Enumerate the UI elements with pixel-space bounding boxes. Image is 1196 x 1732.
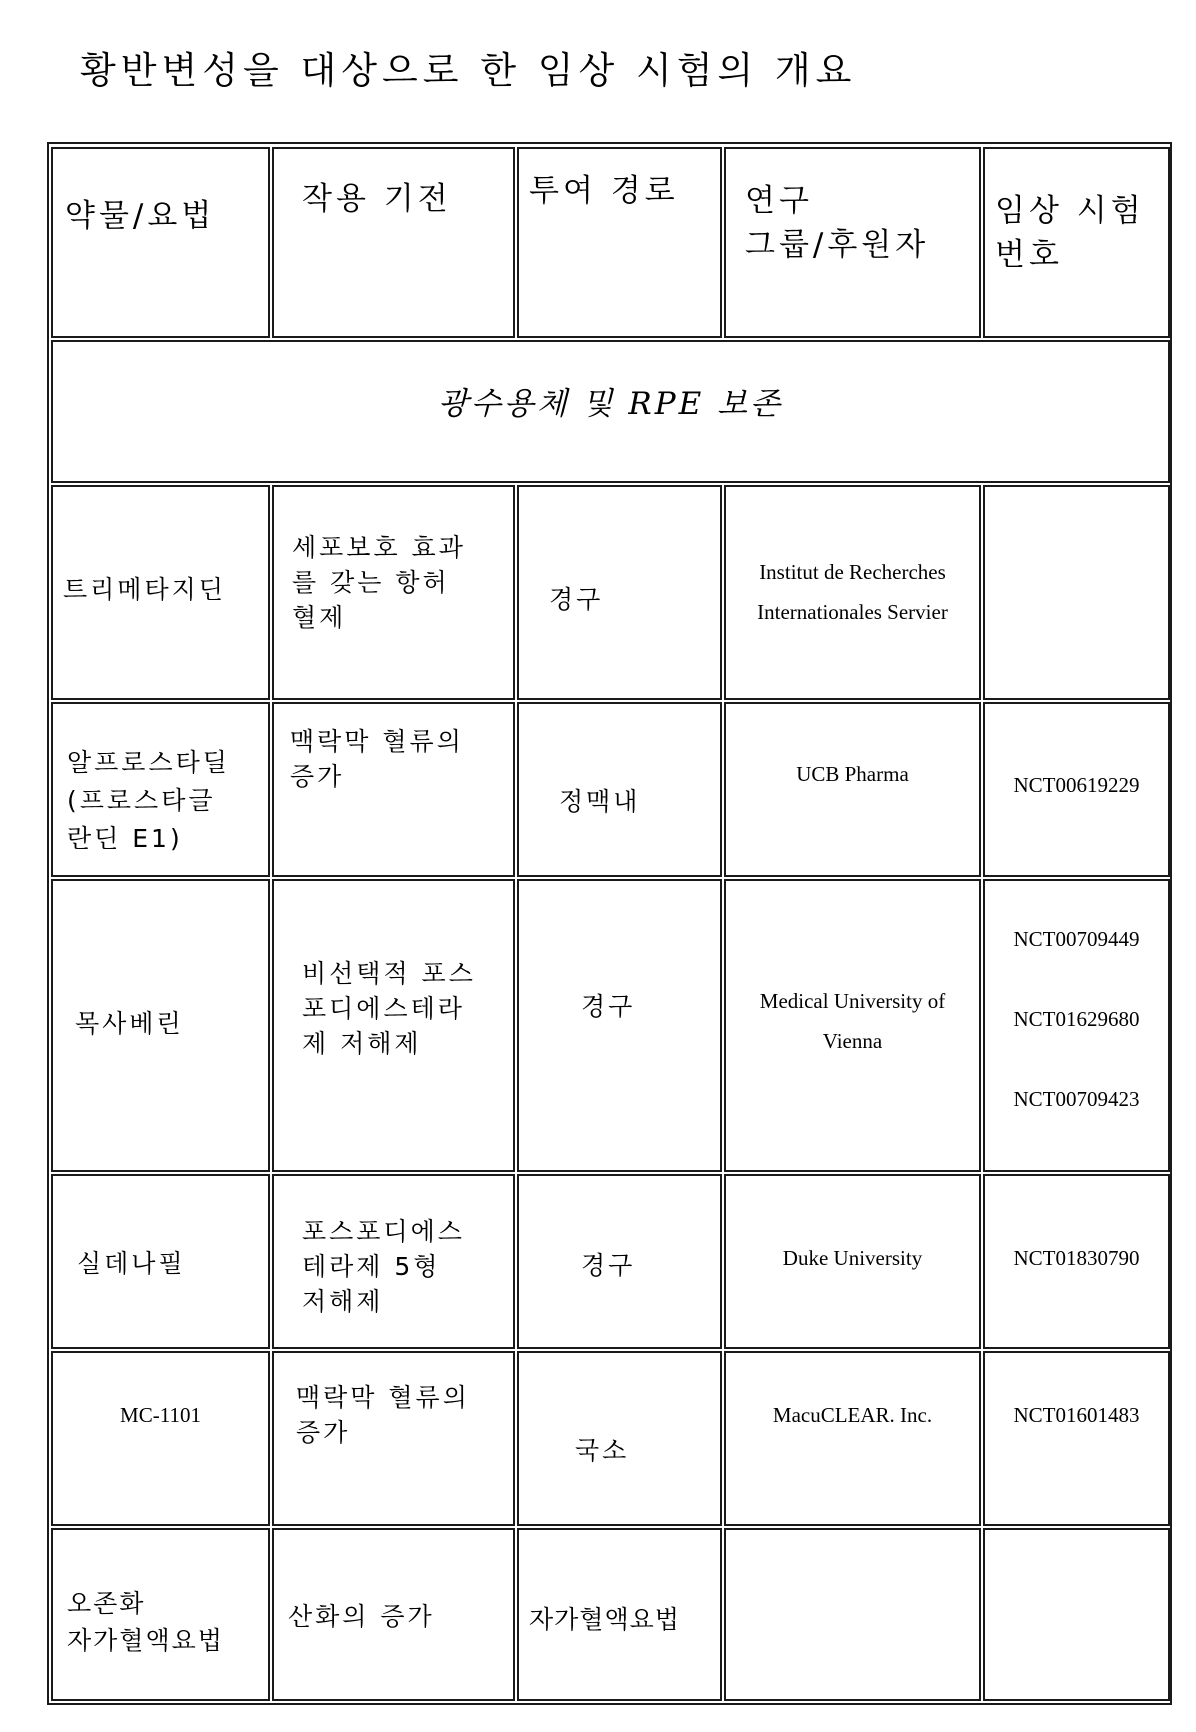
sponsor-text: Institut de Recherches Internationales Servier	[757, 560, 948, 624]
trial-number: NCT00709449	[1013, 927, 1140, 951]
mechanism-text: 세포보호 효과 를 갖는 항허 혈제	[292, 533, 466, 632]
row1-mechanism-cell	[272, 485, 515, 700]
route-text: 경구	[581, 1251, 636, 1280]
drug-name: 목사베린	[75, 1009, 184, 1038]
header-cell-sponsor	[724, 147, 981, 338]
drug-name: 오존화 자가혈액요법	[67, 1589, 224, 1655]
header-trial-label: 임상 시험 번호	[995, 193, 1145, 273]
header-mechanism-label: 작용 기전	[302, 181, 452, 217]
row3-trial-cell	[983, 879, 1170, 1172]
row2-route-cell	[517, 702, 722, 877]
row6-trial-cell	[983, 1528, 1170, 1701]
row2-trial-cell	[983, 702, 1170, 877]
row5-route-cell	[517, 1351, 722, 1526]
sponsor-text: Duke University	[782, 1246, 923, 1270]
row6-route-cell	[517, 1528, 722, 1701]
trial-number: NCT01601483	[1013, 1403, 1140, 1427]
header-cell-mechanism	[272, 147, 515, 338]
row4-route-cell	[517, 1174, 722, 1349]
row3-drug-cell	[51, 879, 270, 1172]
mechanism-text: 비선택적 포스 포디에스테라 제 저해제	[302, 959, 476, 1058]
row3-mechanism-cell	[272, 879, 515, 1172]
row6-mechanism-cell	[272, 1528, 515, 1701]
drug-name: 실데나필	[77, 1249, 186, 1278]
row6-drug-cell	[51, 1528, 270, 1701]
row4-drug-cell	[51, 1174, 270, 1349]
row4-sponsor-cell	[724, 1174, 981, 1349]
drug-name: 트리메타지딘	[63, 575, 226, 604]
header-cell-route	[517, 147, 722, 338]
route-text: 자가혈액요법	[529, 1605, 680, 1634]
row5-sponsor-cell	[724, 1351, 981, 1526]
row4-trial-cell	[983, 1174, 1170, 1349]
sponsor-text: MacuCLEAR. Inc.	[772, 1403, 933, 1427]
route-text: 경구	[549, 585, 604, 614]
header-cell-trial	[983, 147, 1170, 338]
mechanism-text: 산화의 증가	[288, 1602, 435, 1631]
row5-mechanism-cell	[272, 1351, 515, 1526]
header-sponsor-label: 연구 그룹/후원자	[745, 183, 930, 263]
section-header-cell	[51, 340, 1170, 483]
row6-sponsor-cell	[724, 1528, 981, 1701]
row1-trial-cell	[983, 485, 1170, 700]
trial-number: NCT01830790	[1013, 1246, 1140, 1270]
row1-sponsor-cell	[724, 485, 981, 700]
mechanism-text: 맥락막 혈류의 증가	[290, 727, 464, 791]
trial-number: NCT00619229	[1013, 773, 1140, 797]
drug-name: 알프로스타딜 (프로스타글 란딘 E1)	[67, 748, 230, 853]
row4-mechanism-cell	[272, 1174, 515, 1349]
mechanism-text: 맥락막 혈류의 증가	[296, 1383, 470, 1447]
row2-sponsor-cell	[724, 702, 981, 877]
section-title: 광수용체 및 RPE 보존	[437, 386, 783, 422]
header-cell-drug	[51, 147, 270, 338]
route-text: 정맥내	[559, 787, 641, 816]
route-text: 국소	[575, 1436, 630, 1465]
drug-name: MC-1101	[120, 1403, 201, 1427]
row2-drug-cell	[51, 702, 270, 877]
sponsor-text: Medical University of Vienna	[759, 989, 946, 1053]
header-drug-label: 약물/요법	[65, 198, 216, 234]
row1-route-cell	[517, 485, 722, 700]
mechanism-text: 포스포디에스 테라제 5형 저해제	[302, 1217, 465, 1316]
row1-drug-cell	[51, 485, 270, 700]
header-route-label: 투여 경로	[529, 173, 679, 209]
trial-number: NCT01629680	[1013, 1007, 1140, 1031]
document-title: 황반변성을 대상으로 한 임상 시험의 개요	[80, 49, 857, 92]
row3-sponsor-cell	[724, 879, 981, 1172]
route-text: 경구	[581, 992, 636, 1021]
sponsor-text: UCB Pharma	[796, 762, 909, 786]
row5-trial-cell	[983, 1351, 1170, 1526]
trial-number: NCT00709423	[1013, 1087, 1140, 1111]
row3-route-cell	[517, 879, 722, 1172]
row5-drug-cell	[51, 1351, 270, 1526]
row2-mechanism-cell	[272, 702, 515, 877]
